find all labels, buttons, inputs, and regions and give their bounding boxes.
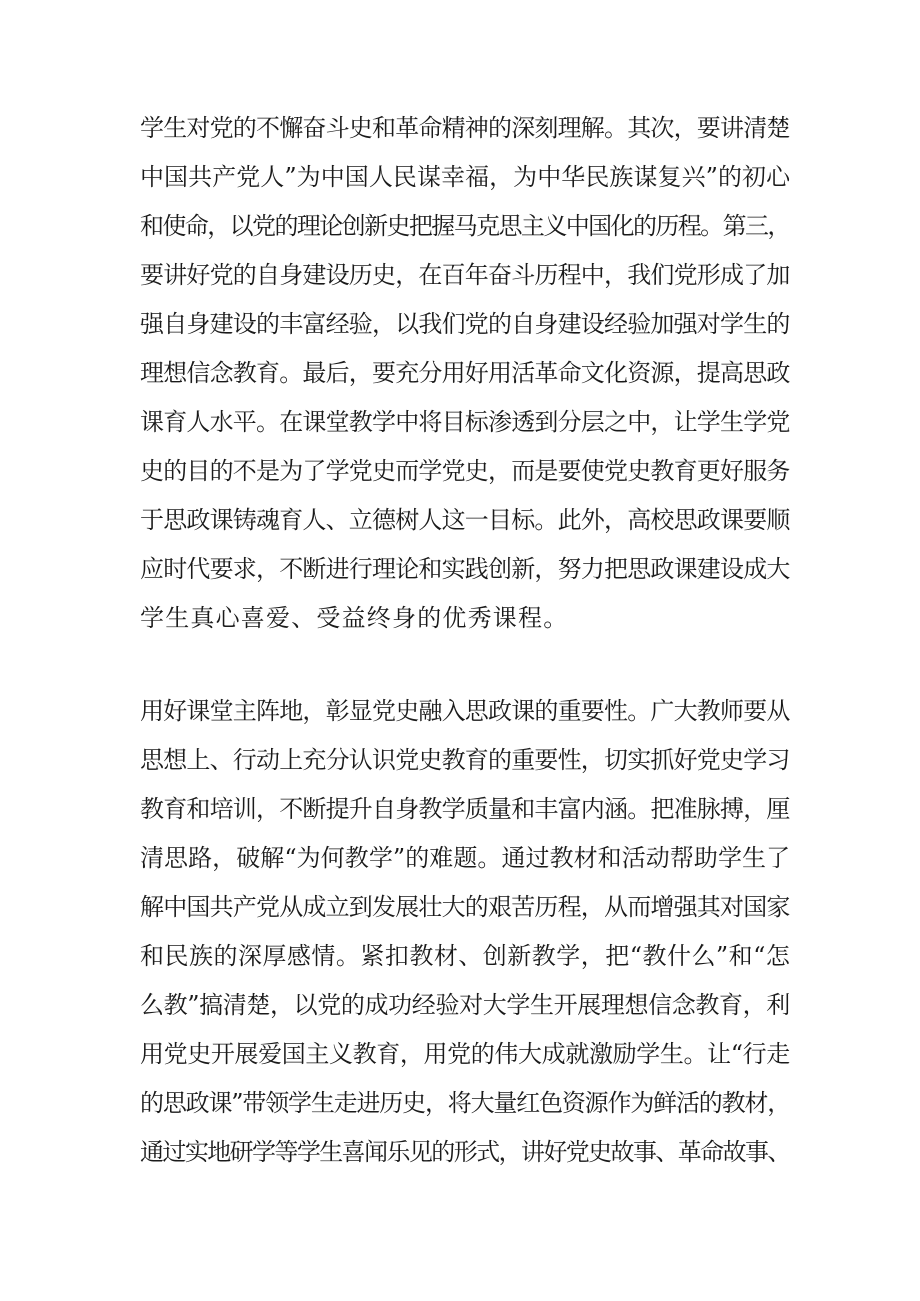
- paragraph1-line: 史的目的不是为了学党史而学党史，而是要使党史教育更好服务: [140, 457, 790, 485]
- paragraph2-line: 通过实地研学等学生喜闻乐见的形式，讲好党史故事、革命故事、: [140, 1138, 790, 1166]
- paragraph2-line: 用党史开展爱国主义教育，用党的伟大成就激励学生。让“行走: [140, 1040, 790, 1068]
- paragraph2-line: 清思路，破解“为何教学”的难题。通过教材和活动帮助学生了: [140, 844, 791, 872]
- paragraph2-line: 思想上、行动上充分认识党史教育的重要性，切实抓好党史学习: [140, 746, 790, 774]
- paragraph1-line: 强自身建设的丰富经验，以我们党的自身建设经验加强对学生的: [140, 310, 790, 338]
- paragraph2-line: 么教”搞清楚，以党的成功经验对大学生开展理想信念教育，利: [140, 991, 790, 1019]
- paragraph2-line: 的思政课”带领学生走进历史，将大量红色资源作为鲜活的教材，: [140, 1089, 791, 1117]
- paragraph2-line: 解中国共产党从成立到发展壮大的艰苦历程，从而增强其对国家: [140, 893, 790, 921]
- paragraph1-line: 学生对党的不懈奋斗史和革命精神的深刻理解。其次，要讲清楚: [140, 114, 790, 142]
- paragraph1-line: 学生真心喜爱、受益终身的优秀课程。: [140, 604, 569, 632]
- paragraph1-line: 于思政课铸魂育人、立德树人这一目标。此外，高校思政课要顺: [140, 506, 790, 534]
- paragraph1-line: 中国共产党人”为中国人民谋幸福，为中华民族谋复兴”的初心: [140, 163, 791, 191]
- paragraph1-line: 和使命，以党的理论创新史把握马克思主义中国化的历程。第三，: [140, 212, 790, 240]
- paragraph1-line: 理想信念教育。最后，要充分用好用活革命文化资源，提高思政: [140, 359, 790, 387]
- paragraph2-line: 和民族的深厚感情。紧扣教材、创新教学，把“教什么”和“怎: [140, 942, 791, 970]
- paragraph1-line: 课育人水平。在课堂教学中将目标渗透到分层之中，让学生学党: [140, 408, 790, 436]
- paragraph1-line: 要讲好党的自身建设历史，在百年奋斗历程中，我们党形成了加: [140, 261, 790, 289]
- paragraph2-line: 教育和培训，不断提升自身教学质量和丰富内涵。把准脉搏，厘: [140, 795, 790, 823]
- paragraph1-line: 应时代要求，不断进行理论和实践创新，努力把思政课建设成大: [140, 555, 790, 583]
- paragraph2-line: 用好课堂主阵地，彰显党史融入思政课的重要性。广大教师要从: [140, 697, 790, 725]
